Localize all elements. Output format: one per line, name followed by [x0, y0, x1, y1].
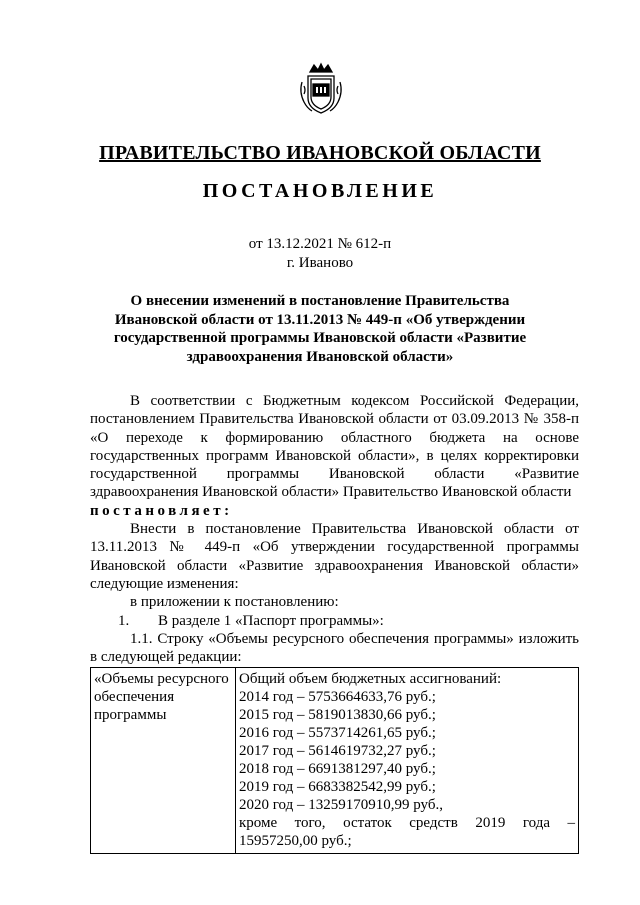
year-line: 2016 год – 5573714261,65 руб.;	[239, 725, 436, 742]
main-paragraph: Внести в постановление Правительства Ивановской области от 13.11.2013 № 449-п «Об утверждении государственной программы Ивановской области «Развитие здравоохранения Ивановской области» следующие изменения:	[90, 521, 579, 592]
item-1-1: 1.1. Строку «Объемы ресурсного обеспечения программы» изложить в следующей редакции:	[90, 630, 579, 666]
table-row	[91, 668, 579, 854]
year-line: 2019 год – 6683382542,99 руб.;	[239, 779, 436, 796]
item-1-text: В разделе 1 «Паспорт программы»:	[158, 612, 384, 629]
heading-line: О внесении изменений в постановление Правительства	[130, 293, 510, 309]
year-line: 2017 год – 5614619732,27 руб.;	[239, 743, 436, 760]
preamble-paragraph: В соответствии с Бюджетным кодексом Российской Федерации, постановлением Правительства Ивановской области от 03.09.2013 № 358-п «О переходе к формированию областного бюджета на основе государственных программ Ивановской области», в целях корректировки государственной программы Ивановской области «Развитие здравоохранения Ивановской области» Правительство Ивановской области	[90, 393, 579, 501]
document-body	[90, 392, 579, 854]
appendix-intro: в приложении к постановлению:	[130, 594, 339, 611]
heading-line: здравоохранения Ивановской области»	[186, 348, 454, 365]
resources-table	[90, 667, 579, 854]
decree-word: постановляет:	[90, 502, 233, 519]
city: г. Иваново	[286, 255, 354, 271]
remainder-line: кроме того, остаток средств 2019 года –	[239, 815, 575, 832]
year-line: 2014 год – 5753664633,76 руб.;	[239, 689, 436, 706]
year-line: 2020 год – 13259170910,99 руб.,	[239, 797, 443, 814]
date-number: от 13.12.2021 № 612-п	[248, 236, 392, 252]
label-line: «Объемы ресурсного	[94, 671, 229, 688]
heading-line: государственной программы Ивановской области «Развитие	[113, 330, 527, 346]
table-label-cell	[91, 668, 236, 854]
label-line: программы	[94, 707, 167, 724]
year-line: 2018 год – 6691381297,40 руб.;	[239, 761, 436, 778]
heading-line: Ивановской области от 13.11.2013 № 449-п «Об утверждении	[114, 311, 526, 328]
item-1-number: 1.	[118, 612, 130, 629]
coat-of-arms-icon	[298, 62, 344, 116]
year-line: 2015 год – 5819013830,66 руб.;	[239, 707, 436, 724]
label-line: обеспечения	[94, 689, 175, 706]
table-value-cell	[236, 668, 579, 854]
item-1	[90, 612, 579, 630]
document-type: ПОСТАНОВЛЕНИЕ	[202, 180, 438, 202]
total-label: Общий объем бюджетных ассигнований:	[239, 671, 502, 688]
government-title: ПРАВИТЕЛЬСТВО ИВАНОВСКОЙ ОБЛАСТИ	[99, 142, 541, 164]
document-heading	[110, 292, 530, 366]
remainder-line: 15957250,00 руб.;	[239, 833, 352, 850]
